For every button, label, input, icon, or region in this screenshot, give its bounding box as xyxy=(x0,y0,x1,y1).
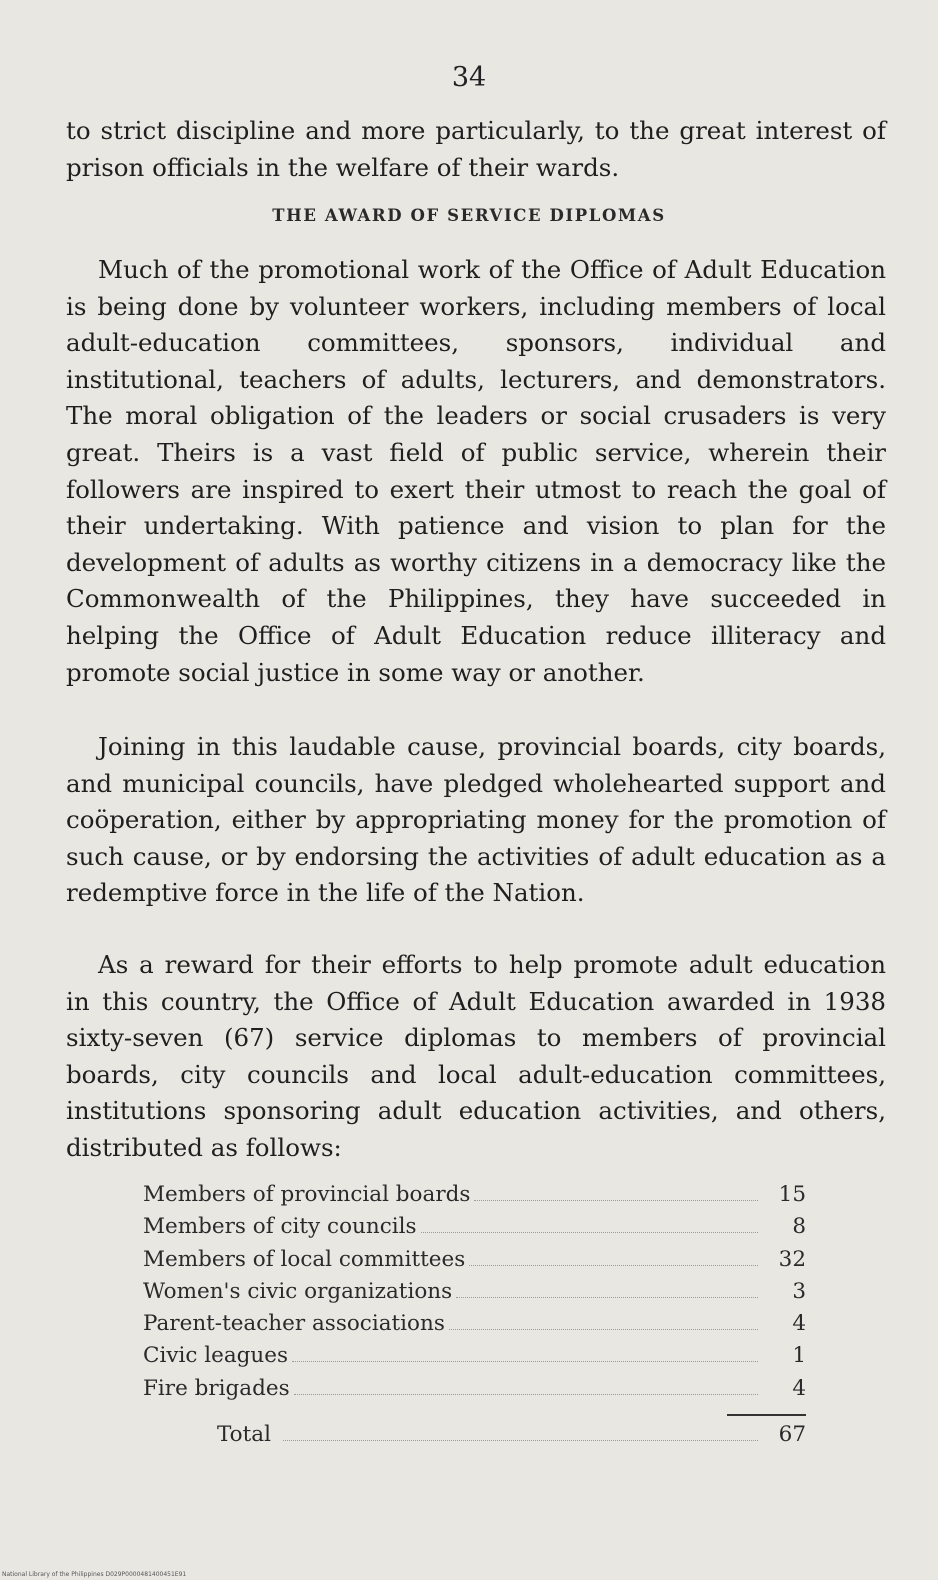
row-label: Members of local committees xyxy=(143,1246,466,1272)
dot-leader xyxy=(456,1297,758,1298)
page-number: 34 xyxy=(451,62,487,93)
diploma-distribution-table xyxy=(143,1182,806,1408)
row-label: Members of city councils xyxy=(143,1214,417,1240)
total-row xyxy=(217,1422,806,1447)
table-row xyxy=(143,1182,806,1214)
body-paragraph-3: As a reward for their efforts to help promote adult education in this country, the Office of Adult Education awarded in 1938 sixty-seven (67) service diplomas to members of provincial boards, city councils and local adult-education committees, institutions sponsoring adult education activities, and others, distributed as follows: xyxy=(66,950,886,1162)
total-count: 67 xyxy=(778,1422,806,1447)
dot-leader xyxy=(474,1200,758,1201)
dot-leader xyxy=(421,1232,758,1233)
section-heading: THE AWARD OF SERVICE DIPLOMAS xyxy=(272,206,666,225)
table-row xyxy=(143,1376,806,1408)
dot-leader xyxy=(449,1329,758,1330)
row-label: Civic leagues xyxy=(143,1343,289,1369)
total-label: Total xyxy=(217,1422,271,1447)
table-row xyxy=(143,1279,806,1311)
row-label: Members of provincial boards xyxy=(143,1182,471,1207)
row-count: 1 xyxy=(792,1343,806,1369)
row-label: Parent-teacher associations xyxy=(143,1311,445,1337)
row-label: Women's civic organizations xyxy=(143,1278,453,1304)
row-count: 8 xyxy=(792,1214,806,1240)
scan-source-footer: National Library of the Philippines D029P0000481400451E91 xyxy=(2,1571,187,1578)
opening-paragraph: to strict discipline and more particularly, to the great interest of prison officials in the welfare of their wards. xyxy=(66,116,886,182)
table-row xyxy=(143,1311,806,1343)
row-count: 15 xyxy=(778,1182,806,1207)
body-paragraph-1: Much of the promotional work of the Office of Adult Education is being done by volunteer workers, including members of local adult-education committees, sponsors, individual and institutional, teachers of adults, lecturers, and demonstrators. The moral obligation of the leaders or social crusaders is very great. Theirs is a vast field of public service, wherein their followers are inspired to exert their utmost to reach the goal of their undertaking. With patience and vision to plan for the development of adults as worthy citizens in a democracy like the Commonwealth of the Philippines, they have succeeded in helping the Office of Adult Education reduce illiteracy and promote social justice in some way or another. xyxy=(66,255,886,687)
row-count: 3 xyxy=(792,1278,806,1304)
dot-leader xyxy=(283,1440,758,1441)
body-paragraph-2: Joining in this laudable cause, provincial boards, city boards, and municipal councils, have pledged wholehearted support and coöperation, either by appropriating money for the promotion of such cause, or by endorsing the activities of adult education as a redemptive force in the life of the Nation. xyxy=(66,732,886,908)
dot-leader xyxy=(292,1361,758,1362)
row-count: 4 xyxy=(792,1375,806,1401)
dot-leader xyxy=(294,1394,758,1395)
row-count: 32 xyxy=(778,1246,806,1272)
table-row xyxy=(143,1247,806,1279)
dot-leader xyxy=(469,1265,758,1266)
row-label: Fire brigades xyxy=(143,1375,290,1401)
table-row xyxy=(143,1343,806,1375)
total-rule xyxy=(727,1414,806,1416)
row-count: 4 xyxy=(792,1311,806,1337)
table-row xyxy=(143,1214,806,1246)
